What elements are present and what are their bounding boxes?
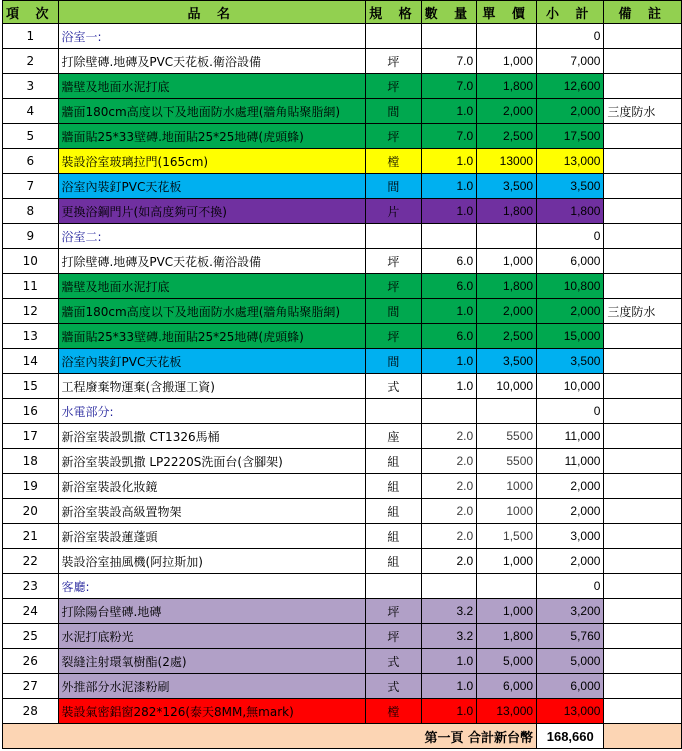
item-unit-price: 1,800 bbox=[477, 274, 537, 299]
item-description: 牆壁及地面水泥打底 bbox=[58, 274, 366, 299]
table-row bbox=[3, 599, 682, 624]
item-unit: 坪 bbox=[366, 49, 422, 74]
item-quantity: 1.0 bbox=[421, 99, 477, 124]
item-subtotal: 5,760 bbox=[537, 624, 604, 649]
item-number: 10 bbox=[3, 249, 59, 274]
item-unit: 間 bbox=[366, 349, 422, 374]
item-unit-price: 1,000 bbox=[477, 49, 537, 74]
item-unit: 坪 bbox=[366, 324, 422, 349]
item-unit-price: 1000 bbox=[477, 499, 537, 524]
item-unit: 式 bbox=[366, 649, 422, 674]
table-row bbox=[3, 474, 682, 499]
item-subtotal: 2,000 bbox=[537, 99, 604, 124]
item-number: 8 bbox=[3, 199, 59, 224]
header-unit: 規 格 bbox=[366, 1, 422, 24]
item-quantity: 3.2 bbox=[421, 599, 477, 624]
table-row bbox=[3, 49, 682, 74]
item-quantity bbox=[421, 24, 477, 49]
item-unit bbox=[366, 399, 422, 424]
item-number: 6 bbox=[3, 149, 59, 174]
item-note bbox=[604, 224, 682, 249]
item-quantity: 1.0 bbox=[421, 649, 477, 674]
item-quantity: 1.0 bbox=[421, 174, 477, 199]
item-description: 新浴室裝設凱撒 CT1326馬桶 bbox=[58, 424, 366, 449]
item-number: 21 bbox=[3, 524, 59, 549]
item-unit-price: 1,000 bbox=[477, 599, 537, 624]
table-row bbox=[3, 649, 682, 674]
item-unit: 坪 bbox=[366, 124, 422, 149]
item-quantity: 2.0 bbox=[421, 424, 477, 449]
item-unit: 組 bbox=[366, 449, 422, 474]
item-subtotal: 3,200 bbox=[537, 599, 604, 624]
item-description: 外推部分水泥漆粉刷 bbox=[58, 674, 366, 699]
item-unit: 間 bbox=[366, 299, 422, 324]
item-description: 打除壁磚.地磚及PVC天花板.衛浴設備 bbox=[58, 249, 366, 274]
item-subtotal: 1,800 bbox=[537, 199, 604, 224]
item-unit: 坪 bbox=[366, 599, 422, 624]
item-quantity: 1.0 bbox=[421, 299, 477, 324]
total-label: 第一頁 合計新台幣 bbox=[3, 724, 537, 749]
item-number: 19 bbox=[3, 474, 59, 499]
item-unit bbox=[366, 224, 422, 249]
item-subtotal: 3,500 bbox=[537, 349, 604, 374]
item-description: 牆壁及地面水泥打底 bbox=[58, 74, 366, 99]
item-unit: 組 bbox=[366, 549, 422, 574]
item-number: 15 bbox=[3, 374, 59, 399]
item-note bbox=[604, 574, 682, 599]
item-description: 客廳: bbox=[58, 574, 366, 599]
item-subtotal: 10,000 bbox=[537, 374, 604, 399]
item-subtotal: 0 bbox=[537, 399, 604, 424]
item-subtotal: 0 bbox=[537, 574, 604, 599]
item-unit: 組 bbox=[366, 474, 422, 499]
item-unit-price: 2,500 bbox=[477, 324, 537, 349]
header-price: 單 價 bbox=[477, 1, 537, 24]
item-unit-price: 1,000 bbox=[477, 549, 537, 574]
item-note bbox=[604, 274, 682, 299]
item-subtotal: 11,000 bbox=[537, 424, 604, 449]
total-note bbox=[604, 724, 682, 749]
item-note: 三度防水 bbox=[604, 299, 682, 324]
item-quantity: 6.0 bbox=[421, 324, 477, 349]
item-note bbox=[604, 149, 682, 174]
table-row bbox=[3, 24, 682, 49]
item-unit-price: 2,000 bbox=[477, 299, 537, 324]
item-subtotal: 6,000 bbox=[537, 674, 604, 699]
header-qty: 數 量 bbox=[421, 1, 477, 24]
item-quantity: 2.0 bbox=[421, 474, 477, 499]
table-body bbox=[3, 24, 682, 724]
item-description: 水電部分: bbox=[58, 399, 366, 424]
item-unit: 坪 bbox=[366, 274, 422, 299]
item-subtotal: 17,500 bbox=[537, 124, 604, 149]
item-subtotal: 10,800 bbox=[537, 274, 604, 299]
item-number: 1 bbox=[3, 24, 59, 49]
item-number: 16 bbox=[3, 399, 59, 424]
item-description: 打除壁磚.地磚及PVC天花板.衛浴設備 bbox=[58, 49, 366, 74]
table-row bbox=[3, 174, 682, 199]
item-subtotal: 0 bbox=[537, 224, 604, 249]
item-unit: 式 bbox=[366, 374, 422, 399]
item-quantity: 2.0 bbox=[421, 549, 477, 574]
item-number: 27 bbox=[3, 674, 59, 699]
item-subtotal: 7,000 bbox=[537, 49, 604, 74]
item-number: 17 bbox=[3, 424, 59, 449]
item-description: 牆面貼25*33壁磚.地面貼25*25地磚(虎頭蜂) bbox=[58, 124, 366, 149]
item-note bbox=[604, 649, 682, 674]
item-unit-price bbox=[477, 574, 537, 599]
item-subtotal: 3,500 bbox=[537, 174, 604, 199]
header-note: 備 註 bbox=[604, 1, 682, 24]
item-unit-price: 1,800 bbox=[477, 199, 537, 224]
item-unit: 坪 bbox=[366, 624, 422, 649]
item-quantity: 7.0 bbox=[421, 49, 477, 74]
table-row bbox=[3, 299, 682, 324]
total-row bbox=[3, 724, 682, 749]
item-note bbox=[604, 699, 682, 724]
item-quantity: 1.0 bbox=[421, 349, 477, 374]
item-unit-price: 1,800 bbox=[477, 74, 537, 99]
item-unit-price: 10,000 bbox=[477, 374, 537, 399]
item-note bbox=[604, 249, 682, 274]
item-subtotal: 2,000 bbox=[537, 299, 604, 324]
item-quantity: 6.0 bbox=[421, 249, 477, 274]
item-unit-price: 5,000 bbox=[477, 649, 537, 674]
item-unit: 間 bbox=[366, 99, 422, 124]
item-quantity: 2.0 bbox=[421, 449, 477, 474]
item-description: 新浴室裝設化妝鏡 bbox=[58, 474, 366, 499]
item-quantity: 2.0 bbox=[421, 499, 477, 524]
quotation-table bbox=[2, 0, 682, 749]
item-note bbox=[604, 599, 682, 624]
item-unit bbox=[366, 574, 422, 599]
item-unit: 式 bbox=[366, 674, 422, 699]
item-note bbox=[604, 199, 682, 224]
item-number: 22 bbox=[3, 549, 59, 574]
item-number: 28 bbox=[3, 699, 59, 724]
item-quantity: 6.0 bbox=[421, 274, 477, 299]
item-unit bbox=[366, 24, 422, 49]
table-row bbox=[3, 424, 682, 449]
table-row bbox=[3, 449, 682, 474]
item-unit-price: 13000 bbox=[477, 149, 537, 174]
item-description: 工程廢棄物運棄(含搬運工資) bbox=[58, 374, 366, 399]
item-quantity: 2.0 bbox=[421, 524, 477, 549]
item-number: 23 bbox=[3, 574, 59, 599]
item-unit-price: 5500 bbox=[477, 449, 537, 474]
item-number: 25 bbox=[3, 624, 59, 649]
item-description: 更換浴鋼門片(如高度夠可不換) bbox=[58, 199, 366, 224]
item-unit: 樘 bbox=[366, 699, 422, 724]
item-note bbox=[604, 74, 682, 99]
item-description: 新浴室裝設蓮蓬頭 bbox=[58, 524, 366, 549]
table-row bbox=[3, 249, 682, 274]
item-description: 浴室內裝釘PVC天花板 bbox=[58, 174, 366, 199]
item-description: 裂縫注射環氧樹酯(2處) bbox=[58, 649, 366, 674]
item-unit-price: 1000 bbox=[477, 474, 537, 499]
quotation-sheet bbox=[2, 0, 682, 749]
table-row bbox=[3, 149, 682, 174]
item-description: 裝設浴室抽風機(阿拉斯加) bbox=[58, 549, 366, 574]
item-note bbox=[604, 324, 682, 349]
item-subtotal: 0 bbox=[537, 24, 604, 49]
item-description: 浴室二: bbox=[58, 224, 366, 249]
item-note bbox=[604, 549, 682, 574]
item-number: 12 bbox=[3, 299, 59, 324]
item-note bbox=[604, 49, 682, 74]
item-number: 18 bbox=[3, 449, 59, 474]
item-unit-price: 13,000 bbox=[477, 699, 537, 724]
table-row bbox=[3, 524, 682, 549]
item-number: 7 bbox=[3, 174, 59, 199]
table-row bbox=[3, 674, 682, 699]
item-number: 4 bbox=[3, 99, 59, 124]
item-number: 3 bbox=[3, 74, 59, 99]
item-unit: 片 bbox=[366, 199, 422, 224]
item-quantity bbox=[421, 574, 477, 599]
item-subtotal: 11,000 bbox=[537, 449, 604, 474]
item-quantity bbox=[421, 399, 477, 424]
item-subtotal: 2,000 bbox=[537, 474, 604, 499]
item-description: 新浴室裝設凱撒 LP2220S洗面台(含腳架) bbox=[58, 449, 366, 474]
item-note bbox=[604, 474, 682, 499]
item-unit: 間 bbox=[366, 174, 422, 199]
header-subtotal: 小 計 bbox=[537, 1, 604, 24]
item-unit: 樘 bbox=[366, 149, 422, 174]
item-subtotal: 12,600 bbox=[537, 74, 604, 99]
item-unit-price: 2,500 bbox=[477, 124, 537, 149]
item-number: 26 bbox=[3, 649, 59, 674]
item-number: 5 bbox=[3, 124, 59, 149]
item-description: 打除陽台壁磚.地磚 bbox=[58, 599, 366, 624]
item-quantity: 7.0 bbox=[421, 124, 477, 149]
item-note bbox=[604, 499, 682, 524]
item-number: 24 bbox=[3, 599, 59, 624]
item-unit-price: 6,000 bbox=[477, 674, 537, 699]
item-note bbox=[604, 624, 682, 649]
item-subtotal: 6,000 bbox=[537, 249, 604, 274]
item-quantity: 1.0 bbox=[421, 699, 477, 724]
table-row bbox=[3, 324, 682, 349]
item-note bbox=[604, 124, 682, 149]
item-quantity: 1.0 bbox=[421, 374, 477, 399]
item-quantity: 1.0 bbox=[421, 149, 477, 174]
item-quantity bbox=[421, 224, 477, 249]
item-unit-price bbox=[477, 399, 537, 424]
item-note bbox=[604, 674, 682, 699]
table-row bbox=[3, 399, 682, 424]
item-subtotal: 5,000 bbox=[537, 649, 604, 674]
item-description: 浴室一: bbox=[58, 24, 366, 49]
item-note bbox=[604, 399, 682, 424]
table-row bbox=[3, 224, 682, 249]
item-unit-price: 5500 bbox=[477, 424, 537, 449]
item-note bbox=[604, 449, 682, 474]
item-note bbox=[604, 24, 682, 49]
table-row bbox=[3, 274, 682, 299]
item-note: 三度防水 bbox=[604, 99, 682, 124]
header-row bbox=[3, 1, 682, 24]
item-description: 牆面180cm高度以下及地面防水處理(牆角貼聚脂網) bbox=[58, 299, 366, 324]
item-number: 9 bbox=[3, 224, 59, 249]
item-unit-price: 3,500 bbox=[477, 174, 537, 199]
item-number: 14 bbox=[3, 349, 59, 374]
item-note bbox=[604, 424, 682, 449]
item-unit-price: 1,000 bbox=[477, 249, 537, 274]
header-desc: 品 名 bbox=[58, 1, 366, 24]
item-subtotal: 3,000 bbox=[537, 524, 604, 549]
item-description: 牆面貼25*33壁磚.地面貼25*25地磚(虎頭蜂) bbox=[58, 324, 366, 349]
item-subtotal: 13,000 bbox=[537, 149, 604, 174]
item-subtotal: 15,000 bbox=[537, 324, 604, 349]
item-subtotal: 13,000 bbox=[537, 699, 604, 724]
total-value: 168,660 bbox=[537, 724, 604, 749]
item-note bbox=[604, 349, 682, 374]
item-unit-price: 3,500 bbox=[477, 349, 537, 374]
item-note bbox=[604, 374, 682, 399]
table-row bbox=[3, 374, 682, 399]
item-subtotal: 2,000 bbox=[537, 549, 604, 574]
item-quantity: 7.0 bbox=[421, 74, 477, 99]
table-row bbox=[3, 99, 682, 124]
table-row bbox=[3, 699, 682, 724]
table-row bbox=[3, 74, 682, 99]
item-unit: 坪 bbox=[366, 74, 422, 99]
item-subtotal: 2,000 bbox=[537, 499, 604, 524]
item-note bbox=[604, 524, 682, 549]
item-number: 2 bbox=[3, 49, 59, 74]
table-row bbox=[3, 199, 682, 224]
item-unit-price: 1,500 bbox=[477, 524, 537, 549]
item-description: 裝設浴室玻璃拉門(165cm) bbox=[58, 149, 366, 174]
item-description: 浴室內裝釘PVC天花板 bbox=[58, 349, 366, 374]
table-row bbox=[3, 124, 682, 149]
header-no: 項 次 bbox=[3, 1, 59, 24]
table-row bbox=[3, 499, 682, 524]
item-unit: 坪 bbox=[366, 249, 422, 274]
item-quantity: 3.2 bbox=[421, 624, 477, 649]
item-unit-price bbox=[477, 224, 537, 249]
table-row bbox=[3, 349, 682, 374]
item-number: 11 bbox=[3, 274, 59, 299]
item-description: 新浴室裝設高級置物架 bbox=[58, 499, 366, 524]
table-row bbox=[3, 624, 682, 649]
table-row bbox=[3, 549, 682, 574]
item-description: 牆面180cm高度以下及地面防水處理(牆角貼聚脂網) bbox=[58, 99, 366, 124]
item-unit-price bbox=[477, 24, 537, 49]
table-row bbox=[3, 574, 682, 599]
item-quantity: 1.0 bbox=[421, 199, 477, 224]
item-description: 水泥打底粉光 bbox=[58, 624, 366, 649]
item-quantity: 1.0 bbox=[421, 674, 477, 699]
item-note bbox=[604, 174, 682, 199]
item-description: 裝設氣密鋁窗282*126(泰天8MM,無mark) bbox=[58, 699, 366, 724]
item-number: 20 bbox=[3, 499, 59, 524]
item-number: 13 bbox=[3, 324, 59, 349]
item-unit: 組 bbox=[366, 524, 422, 549]
item-unit: 座 bbox=[366, 424, 422, 449]
item-unit: 組 bbox=[366, 499, 422, 524]
item-unit-price: 1,800 bbox=[477, 624, 537, 649]
item-unit-price: 2,000 bbox=[477, 99, 537, 124]
